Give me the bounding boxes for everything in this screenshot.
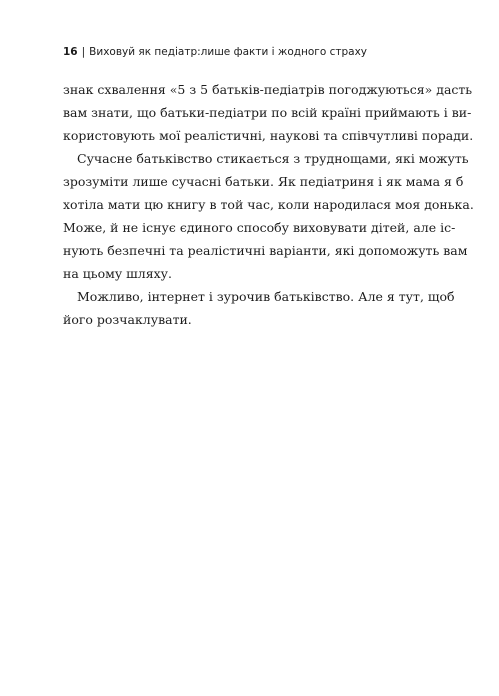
text-line: зрозуміти лише сучасні батьки. Як педіатриня і як мама я б [63,174,464,189]
running-title: Виховуй як педіатр:лише факти і жодного страху [89,46,368,58]
text-line: Сучасне батьківство стикається з труднощами, які можуть [77,151,469,166]
paragraph-1 [63,78,474,147]
text-line: користовують мої реалістичні, наукові та співчутливі поради. [63,128,474,143]
text-line: вам знати, що батьки-педіатри по всій країні приймають і ви- [63,105,472,120]
body-text [63,78,474,331]
paragraph-3 [63,285,455,331]
text-line: його розчаклувати. [63,312,192,327]
text-line: Можливо, інтернет і зурочив батьківство. Але я тут, щоб [77,289,455,304]
page-number: 16 [63,46,78,58]
header-separator: | [81,46,86,58]
running-header [63,45,443,59]
text-line: на цьому шляху. [63,266,173,281]
text-line: Може, й не існує єдиного способу виховувати дітей, але іс- [63,220,456,235]
paragraph-2 [63,147,474,285]
text-line: хотіла мати цю книгу в той час, коли народилася моя донька. [63,197,474,212]
text-line: нують безпечні та реалістичні варіанти, які допоможуть вам [63,243,468,258]
text-line: знак схвалення «5 з 5 батьків-педіатрів погоджуються» дасть [63,82,473,97]
